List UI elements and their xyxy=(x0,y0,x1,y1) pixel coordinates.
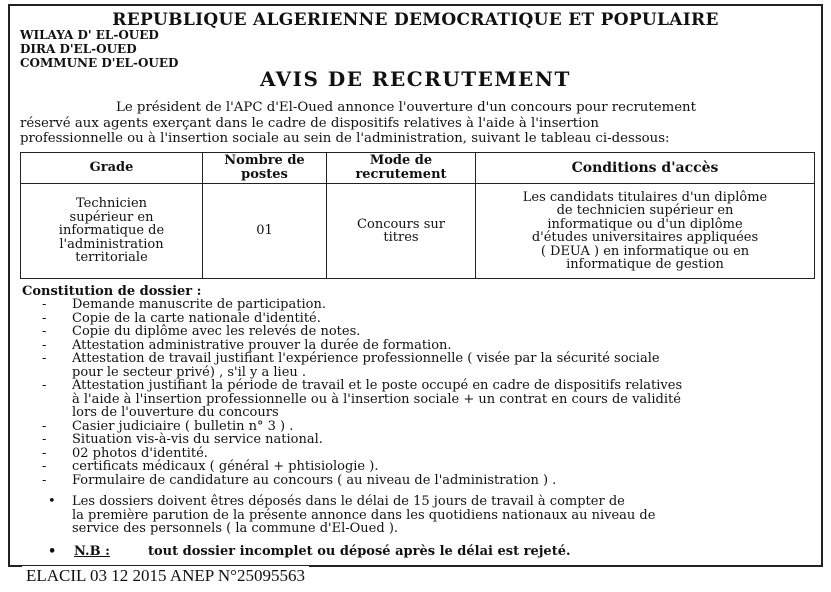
conditions-line: d'études universitaires appliquées xyxy=(531,230,759,245)
list-item xyxy=(20,447,820,461)
mode-line: Concours sur xyxy=(357,216,445,232)
intro-line: professionnelle ou à l'insertion sociale au sein de l'administration, suivant le tableau ci-dessous: xyxy=(20,131,670,146)
list-item xyxy=(20,433,820,447)
deposit-notice xyxy=(20,495,820,536)
list-item-continuation xyxy=(20,509,820,523)
nb-text: tout dossier incomplet ou déposé après le délai est rejeté. xyxy=(148,544,571,559)
deposit-line: la première parution de la présente annonce dans les quotidiens nationaux au niveau de xyxy=(72,507,656,523)
publication-reference: ELACIL 03 12 2015 ANEP N°25095563 xyxy=(22,566,309,586)
list-item-continuation xyxy=(20,522,820,536)
table-header-row xyxy=(21,153,815,184)
cell-nombre: 01 xyxy=(203,184,327,279)
list-item xyxy=(20,460,820,474)
list-item-text: à l'aide à l'insertion professionnelle ou à l'insertion sociale + un contrat en cours de validité xyxy=(72,391,681,407)
grade-line: supérieur en xyxy=(69,209,154,225)
dash-marker: - xyxy=(42,324,47,339)
wilaya-line: WILAYA D' EL-OUED xyxy=(20,28,159,42)
header-grade: Grade xyxy=(21,153,203,184)
list-item-text: certificats médicaux ( général + phtisiologie ). xyxy=(72,459,379,474)
commune-line: COMMUNE D'EL-OUED xyxy=(20,56,179,70)
administrative-block xyxy=(20,28,178,70)
list-item-text: lors de l'ouverture du concours xyxy=(72,405,279,420)
recruitment-table xyxy=(20,152,815,279)
list-item xyxy=(20,312,820,326)
bullet-marker: • xyxy=(48,494,56,509)
conditions-line: Les candidats titulaires d'un diplôme xyxy=(522,189,768,205)
daira-line: DIRA D'EL-OUED xyxy=(20,42,137,56)
grade-line: informatique de xyxy=(58,223,165,239)
conditions-line: ( DEUA ) en informatique ou en xyxy=(540,243,750,259)
dash-marker: - xyxy=(42,310,47,326)
table-row xyxy=(21,184,815,279)
dash-marker: - xyxy=(42,445,47,461)
header-mode-line1: Mode de xyxy=(369,153,433,168)
list-item-text: pour le secteur privé) , s'il y a lieu . xyxy=(72,364,307,380)
dash-marker: - xyxy=(42,418,47,434)
list-item-text: Situation vis-à-vis du service national. xyxy=(72,432,323,447)
header-mode-line2: recrutement xyxy=(355,167,447,182)
dash-marker: - xyxy=(42,432,47,447)
republic-heading: REPUBLIQUE ALGERIENNE DEMOCRATIQUE ET POPULAIRE xyxy=(112,10,719,30)
intro-line: Le président de l'APC d'El-Oued annonce l'ouverture d'un concours pour recrutement xyxy=(116,100,696,115)
grade-line: l'administration xyxy=(59,236,164,252)
list-item xyxy=(20,474,820,488)
list-item-text: Formulaire de candidature au concours ( au niveau de l'administration ) . xyxy=(72,472,557,488)
list-item xyxy=(20,420,820,434)
list-item-continuation xyxy=(20,406,820,420)
dash-marker: - xyxy=(42,297,47,312)
deposit-line: Les dossiers doivent êtres déposés dans le délai de 15 jours de travail à compter de xyxy=(72,494,625,509)
conditions-line: informatique de gestion xyxy=(566,257,724,272)
header-nombre-line1: Nombre de xyxy=(224,153,305,168)
list-item xyxy=(20,339,820,353)
list-item-text: Copie de la carte nationale d'identité. xyxy=(72,310,321,326)
cell-grade xyxy=(21,184,203,279)
dash-marker: - xyxy=(42,472,47,488)
deposit-line: service des personnels ( la commune d'El-Oued ). xyxy=(72,521,399,536)
intro-paragraph xyxy=(20,100,815,147)
conditions-line: de technicien supérieur en xyxy=(556,203,734,218)
cell-mode xyxy=(327,184,476,279)
header-mode xyxy=(327,153,476,184)
list-item-text: Copie du diplôme avec les relevés de notes. xyxy=(72,324,361,339)
documents-list xyxy=(20,298,820,487)
list-item xyxy=(20,352,820,366)
cell-conditions xyxy=(476,184,815,279)
list-item xyxy=(20,298,820,312)
list-item-text: 02 photos d'identité. xyxy=(72,445,208,461)
list-item-text: Demande manuscrite de participation. xyxy=(72,297,326,312)
header-conditions: Conditions d'accès xyxy=(476,153,815,184)
list-item-text: Attestation justifiant la période de travail et le poste occupé en cadre de dispositifs relatives xyxy=(72,378,683,393)
dash-marker: - xyxy=(42,459,47,474)
list-item xyxy=(20,325,820,339)
dash-marker: - xyxy=(42,351,47,366)
list-item xyxy=(20,379,820,393)
dash-marker: - xyxy=(42,378,47,393)
list-item xyxy=(20,495,820,509)
grade-line: Technicien xyxy=(75,196,148,212)
page-title: AVIS DE RECRUTEMENT xyxy=(260,67,571,91)
list-item-text: Attestation administrative prouver la durée de formation. xyxy=(72,337,452,353)
list-item-continuation xyxy=(20,366,820,380)
conditions-line: informatique ou d'un diplôme xyxy=(547,216,743,232)
nb-label: N.B : xyxy=(74,544,110,559)
intro-line: réservé aux agents exerçant dans le cadre de dispositifs relatives à l'aide à l'insertion xyxy=(20,115,599,131)
dash-marker: - xyxy=(42,337,47,353)
mode-line: titres xyxy=(383,230,419,245)
header-nombre-line2: postes xyxy=(241,167,288,182)
list-item-text: Casier judiciaire ( bulletin n° 3 ) . xyxy=(72,418,294,434)
list-item-text: Attestation de travail justifiant l'expérience professionnelle ( visée par la sécurité sociale xyxy=(72,351,660,366)
bullet-marker: • xyxy=(48,544,57,559)
list-item-continuation xyxy=(20,393,820,407)
header-nombre xyxy=(203,153,327,184)
grade-line: territoriale xyxy=(75,250,148,266)
constitution-heading: Constitution de dossier : xyxy=(22,284,202,299)
